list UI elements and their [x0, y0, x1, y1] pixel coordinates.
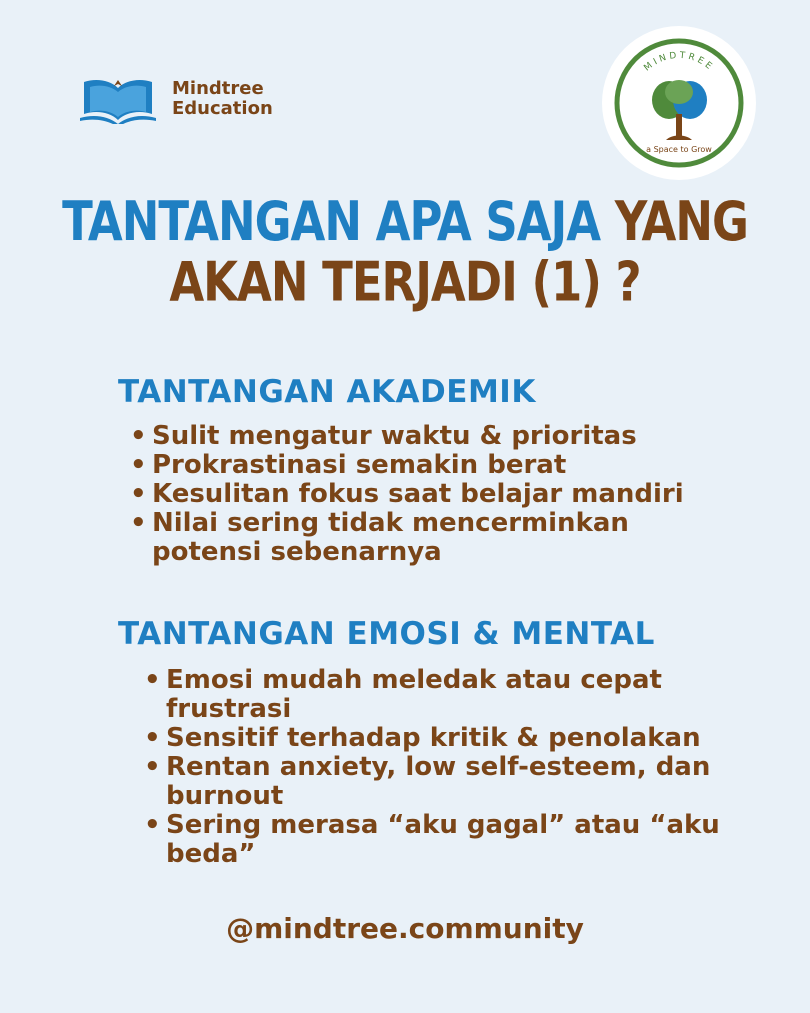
title-line2: AKAN TERJADI (1) ? [169, 250, 641, 314]
brand-name [172, 79, 273, 119]
logo-tagline: a Space to Grow [646, 145, 712, 154]
list-item: • Sensitif terhadap kritik & penolakan [144, 723, 701, 753]
emosi-mental-list [140, 666, 740, 869]
open-book-icon [80, 74, 156, 124]
list-item: • Rentan anxiety, low self-esteem, dan burnout [144, 752, 711, 811]
list-item: • Sulit mengatur waktu & prioritas [130, 421, 637, 451]
list-item: • Sering merasa “aku gagal” atau “aku beda” [144, 810, 720, 869]
section-heading-emosi-mental: TANTANGAN EMOSI & MENTAL [118, 616, 655, 652]
brain-tree-icon [602, 26, 756, 180]
brand [80, 74, 273, 124]
title-line1-brown: YANG [614, 190, 748, 254]
title-line1-blue: TANTANGAN APA SAJA [62, 190, 615, 254]
social-handle: @mindtree.community [226, 912, 584, 945]
akademik-list [126, 422, 726, 567]
list-item: • Nilai sering tidak mencerminkan potensi sebenarnya [130, 508, 629, 567]
page-title [0, 192, 810, 313]
list-item: • Prokrastinasi semakin berat [130, 450, 567, 480]
mindtree-logo [602, 26, 756, 180]
title-line1 [0, 192, 810, 252]
brand-line1: Mindtree [172, 78, 264, 99]
brand-line2: Education [172, 98, 273, 119]
list-item: • Kesulitan fokus saat belajar mandiri [130, 479, 684, 509]
logo-arc-text: MINDTREE [642, 50, 716, 74]
list-item: • Emosi mudah meledak atau cepat frustrasi [144, 665, 662, 724]
section-heading-akademik: TANTANGAN AKADEMIK [118, 374, 536, 410]
